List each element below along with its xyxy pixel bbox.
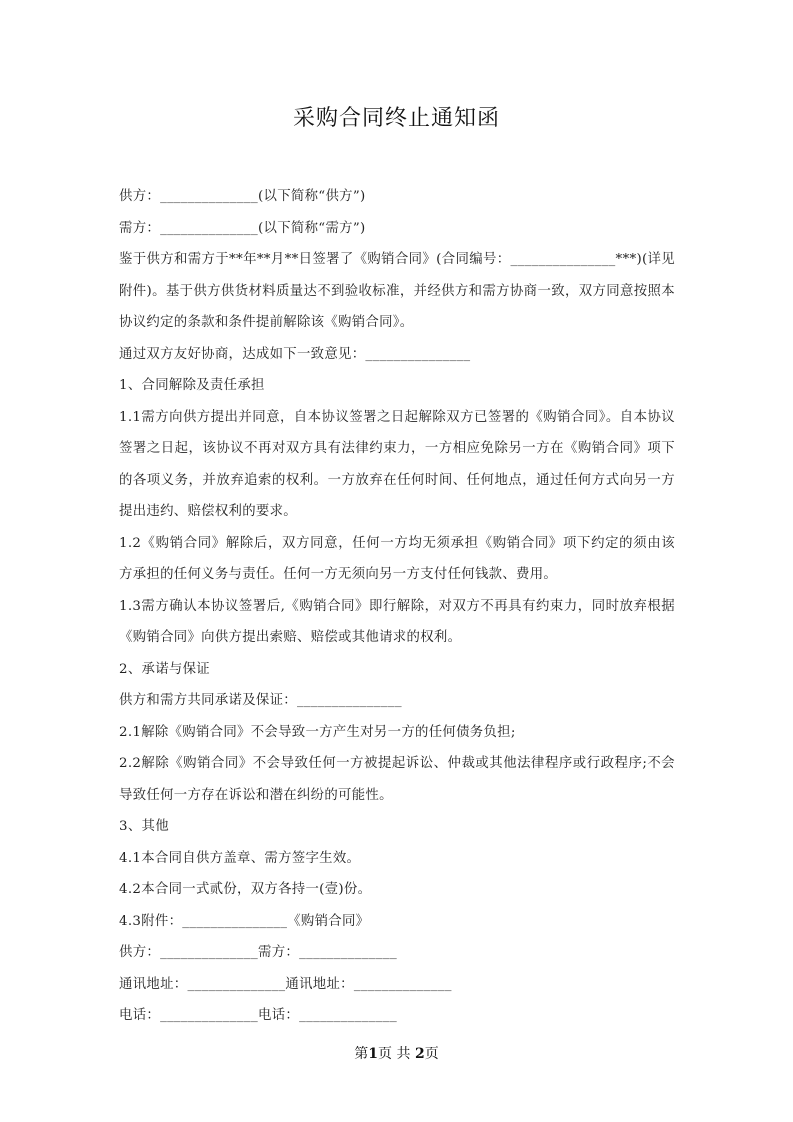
footer-prefix: 第 xyxy=(354,1046,369,1062)
paragraph-preamble: 鉴于供方和需方于**年**月**日签署了《购销合同》(合同编号：_______________***)(详见附件)。基于供方供货材料质量达不到验收标准，并经供方和需方协商一致，双方同意按照本协议约定的条款和条件提前解除该《购销合同》。 xyxy=(119,252,675,330)
clause-2-2: 2.2解除《购销合同》不会导致任何一方被提起诉讼、仲裁或其他法律程序或行政程序;不会导致任何一方存在诉讼和潜在纠纷的可能性。 xyxy=(119,756,675,803)
footer-middle: 页 共 xyxy=(378,1046,415,1062)
clause-2-1: 2.1解除《购销合同》不会导致一方产生对另一方的任何债务负担; xyxy=(119,724,516,740)
paragraph-guarantee-intro: 供方和需方共同承诺及保证：_______________ xyxy=(119,693,402,708)
signature-phone: 电话：______________电话：______________ xyxy=(119,1008,398,1023)
clause-1-2: 1.2《购销合同》解除后，双方同意，任何一方均无须承担《购销合同》项下约定的须由该方承担的任何义务与责任。任何一方无须向另一方支付任何钱款、费用。 xyxy=(119,535,675,582)
clause-4-1: 4.1本合同自供方盖章、需方签字生效。 xyxy=(119,850,361,866)
footer-total-pages: 2 xyxy=(414,1046,425,1062)
paragraph-buyer: 需方：______________(以下简称“需方”) xyxy=(119,220,366,236)
section-heading-1: 1、合同解除及责任承担 xyxy=(119,378,265,393)
footer-suffix: 页 xyxy=(424,1046,439,1062)
document-body xyxy=(119,181,675,1032)
clause-4-2: 4.2本合同一式贰份，双方各持一(壹)份。 xyxy=(119,882,372,897)
clause-1-3: 1.3需方确认本协议签署后,《购销合同》即行解除，对双方不再具有约束力，同时放弃根据《购销合同》向供方提出索赔、赔偿或其他请求的权利。 xyxy=(119,598,675,645)
section-heading-3: 3、其他 xyxy=(119,819,169,834)
document-title: 采购合同终止通知函 xyxy=(292,106,500,131)
signature-parties: 供方：______________需方：______________ xyxy=(119,945,398,960)
clause-4-3: 4.3附件：_______________《购销合同》 xyxy=(119,913,370,929)
signature-address: 通讯地址：______________通讯地址：______________ xyxy=(119,976,452,992)
clause-1-1: 1.1需方向供方提出并同意，自本协议签署之日起解除双方已签署的《购销合同》。自本协议签署之日起，该协议不再对双方具有法律约束力，一方相应免除另一方在《购销合同》项下的各项义务，并放弃追索的权利。一方放弃在任何时间、任何地点，通过任何方式向另一方提出违约、赔偿权利的要求。 xyxy=(119,409,675,519)
footer-page-number: 1 xyxy=(368,1046,379,1062)
paragraph-supplier: 供方：______________(以下简称“供方”) xyxy=(119,189,366,204)
section-heading-2: 2、承诺与保证 xyxy=(119,661,210,677)
paragraph-agreement-intro: 通过双方友好协商，达成如下一致意见：_______________ xyxy=(119,346,471,362)
page-footer xyxy=(0,1043,793,1063)
